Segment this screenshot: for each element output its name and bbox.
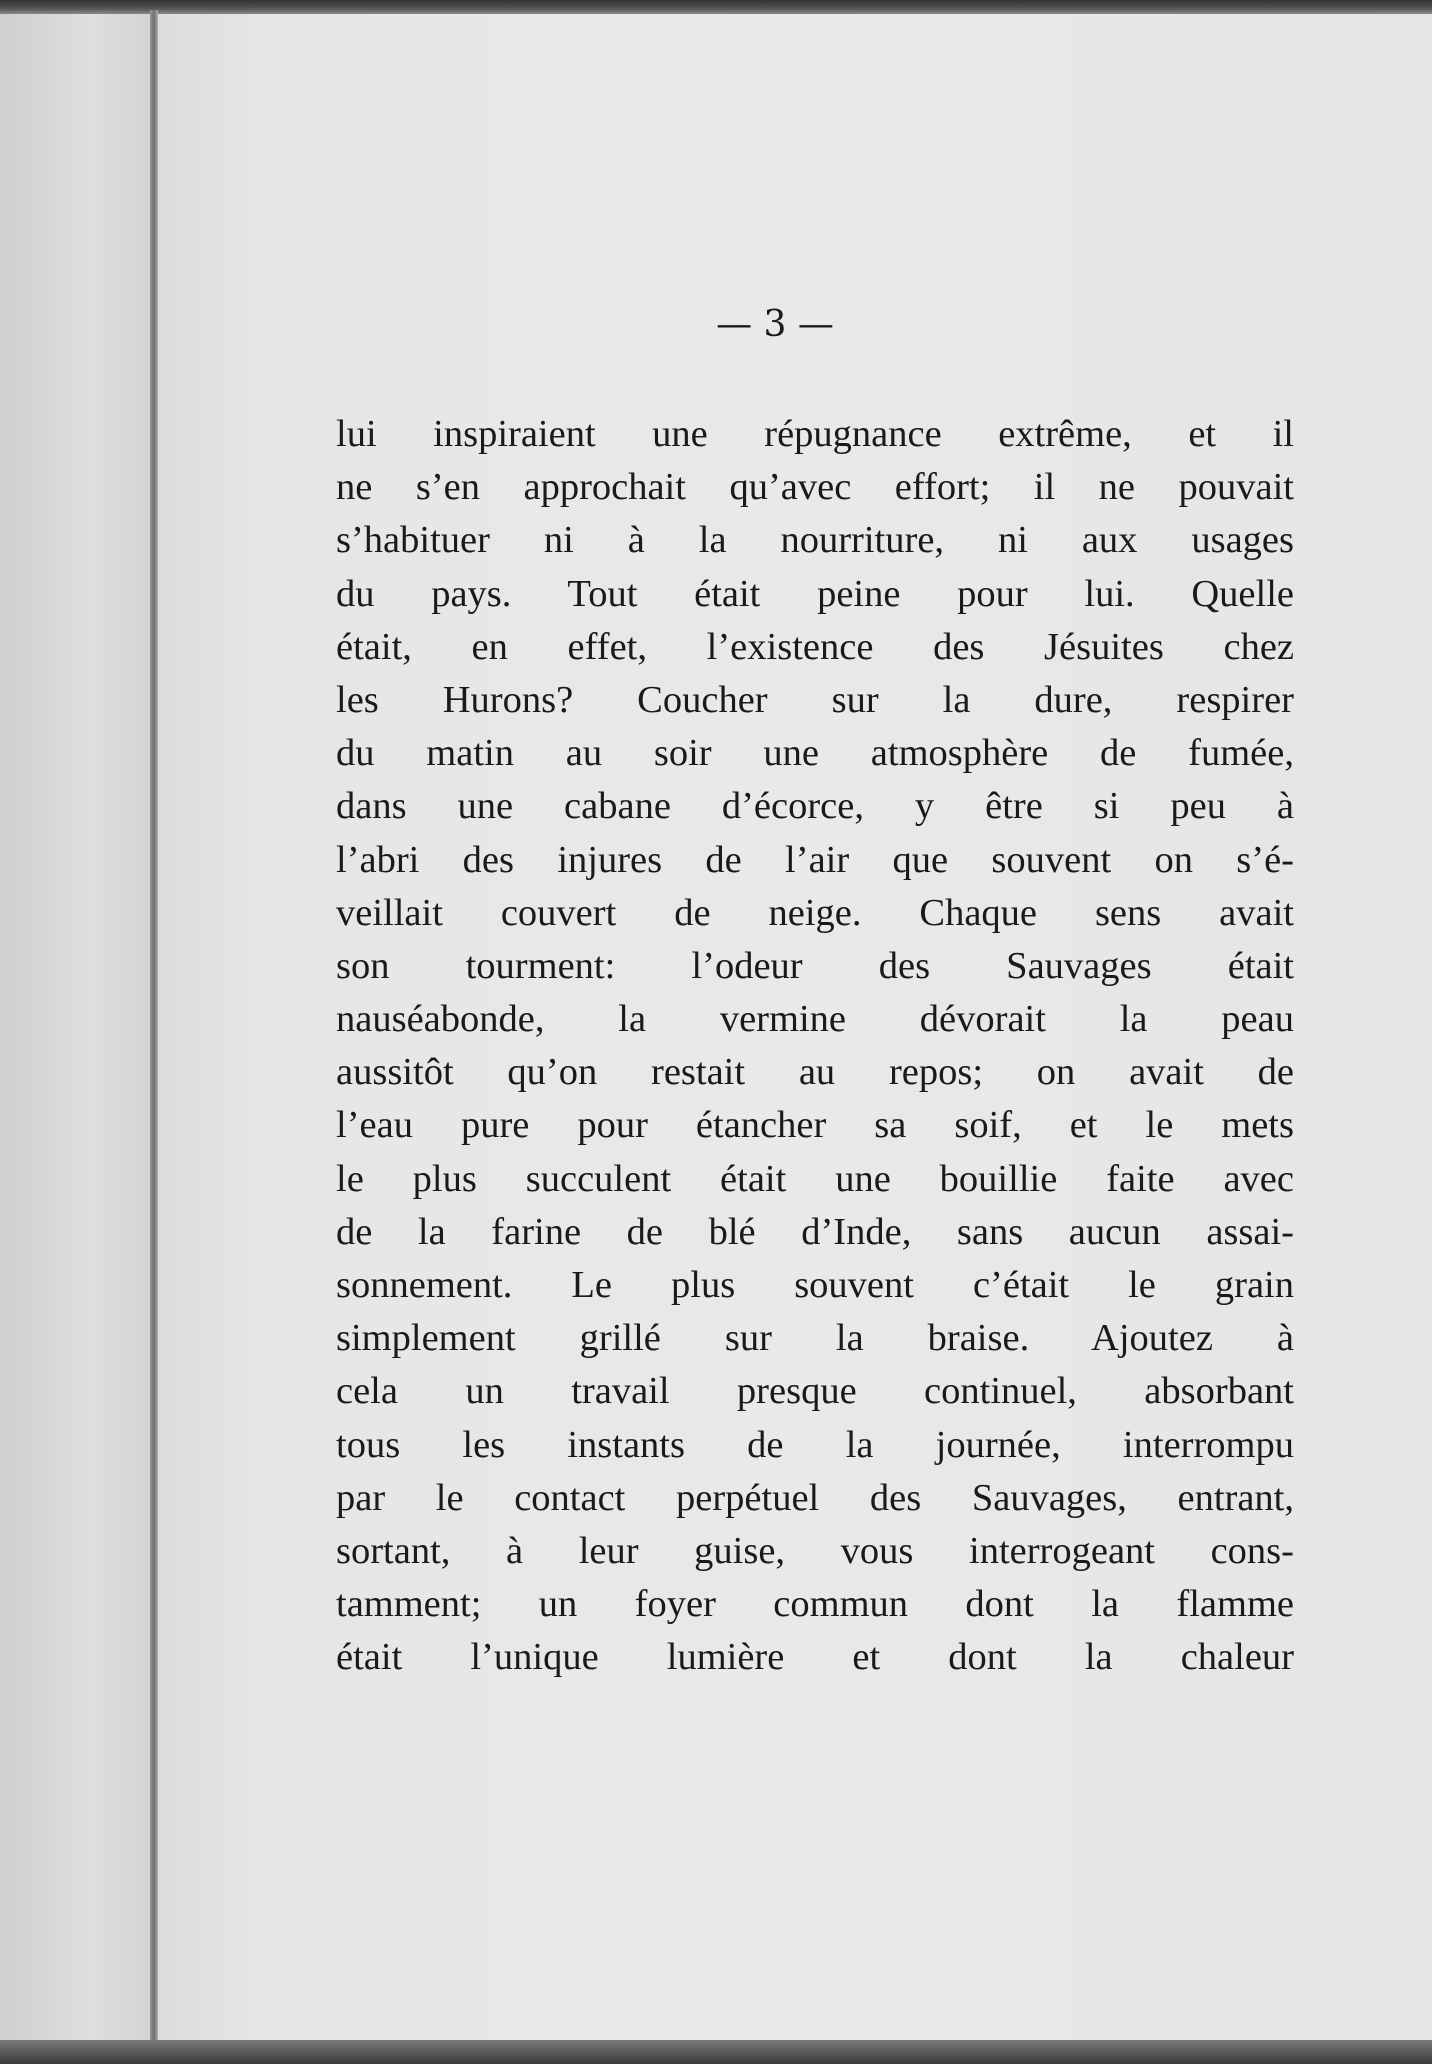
text-line: tous les instants de la journée, interrompu <box>336 1423 1294 1466</box>
text-line: l’eau pure pour étancher sa soif, et le mets <box>336 1104 1294 1147</box>
text-line: aussitôt qu’on restait au repos; on avait de <box>336 1051 1294 1094</box>
text-line: par le contact perpétuel des Sauvages, entrant, <box>336 1476 1294 1519</box>
text-line: était, en effet, l’existence des Jésuites chez <box>336 625 1294 668</box>
book-page <box>158 14 1432 2040</box>
text-line: sortant, à leur guise, vous interrogeant cons- <box>336 1529 1294 1572</box>
text-line: du matin au soir une atmosphère de fumée, <box>336 732 1294 775</box>
text-line: son tourment: l’odeur des Sauvages était <box>336 944 1294 987</box>
text-line: le plus succulent était une bouillie faite avec <box>336 1157 1294 1200</box>
text-line: de la farine de blé d’Inde, sans aucun assai- <box>336 1210 1294 1253</box>
text-line: l’abri des injures de l’air que souvent on s’é- <box>336 838 1294 881</box>
left-page-leaf <box>0 14 150 2040</box>
text-line: sonnement. Le plus souvent c’était le grain <box>336 1264 1294 1306</box>
text-line: du pays. Tout était peine pour lui. Quelle <box>336 572 1294 615</box>
page-gutter <box>150 10 158 2044</box>
page-number: — 3 — <box>716 304 834 345</box>
body-text <box>336 408 1294 1685</box>
text-line: veillait couvert de neige. Chaque sens avait <box>336 891 1294 934</box>
text-line: ne s’en approchait qu’avec effort; il ne pouvait <box>336 466 1294 509</box>
text-line: était l’unique lumière et dont la chaleur <box>336 1636 1294 1679</box>
text-line: cela un travail presque continuel, absorbant <box>336 1370 1294 1413</box>
text-line: simplement grillé sur la braise. Ajoutez à <box>336 1317 1294 1360</box>
text-line: s’habituer ni à la nourriture, ni aux usages <box>336 519 1294 562</box>
text-line: les Hurons? Coucher sur la dure, respirer <box>336 678 1294 721</box>
scan-top-border <box>0 0 1432 14</box>
text-line: lui inspiraient une répugnance extrême, et il <box>336 413 1294 455</box>
text-line: tamment; un foyer commun dont la flamme <box>336 1583 1294 1626</box>
scan-bottom-border <box>0 2040 1432 2064</box>
text-line: dans une cabane d’écorce, y être si peu à <box>336 785 1294 828</box>
text-line: nauséabonde, la vermine dévorait la peau <box>336 998 1294 1041</box>
